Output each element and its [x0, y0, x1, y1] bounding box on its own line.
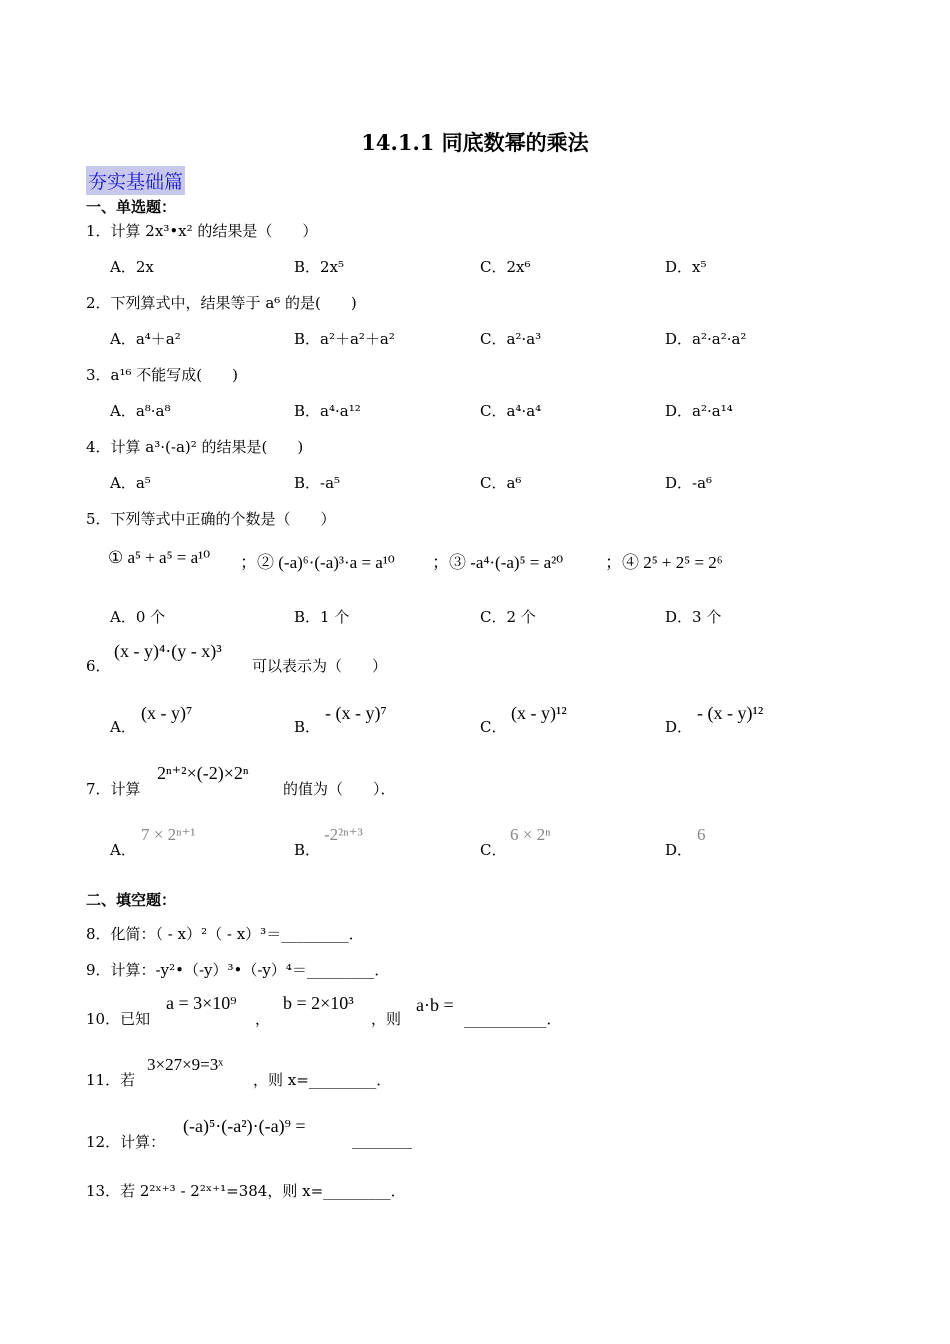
q11-expression: 3×27×9=3ˣ [147, 1055, 224, 1074]
q5-option-c: C．2 个 [480, 608, 536, 626]
q1-option-d: D．x⁵ [665, 258, 707, 276]
q1-option-a: A．2x [110, 258, 154, 276]
q1-option-b: B．2x⁵ [294, 258, 345, 276]
q2-option-b: B．a²＋a²＋a² [294, 330, 395, 348]
q3-stem: 3．a¹⁶ 不能写成( ) [86, 366, 238, 384]
section-label: 夯实基础篇 [86, 166, 185, 195]
q6-number: 6． [86, 657, 111, 675]
q7-option-a-expr: 7 × 2ⁿ⁺¹ [141, 825, 196, 844]
q1-stem: 1．计算 2x³•x² 的结果是（ ） [86, 222, 318, 240]
q4-option-d: D．-a⁶ [665, 474, 713, 492]
q6-option-d: D． [665, 718, 693, 736]
q10-sep1: ， [255, 1010, 271, 1028]
q7-option-b: B． [294, 841, 321, 859]
q6-option-b: B． [294, 718, 321, 736]
q6-expression: (x - y)⁴·(y - x)³ [114, 641, 222, 661]
q3-option-b: B．a⁴·a¹² [294, 402, 361, 420]
q4-option-c: C．a⁶ [480, 474, 522, 492]
q6-option-c-expr: (x - y)¹² [511, 703, 567, 723]
q7-option-b-expr: -2²ⁿ⁺³ [324, 825, 363, 844]
q5-item-2: ；② (-a)⁶·(-a)³·a = a¹⁰ [240, 553, 395, 572]
q6-stem: 可以表示为（ ） [252, 657, 388, 675]
q13-text: 13．若 2²ˣ⁺³ - 2²ˣ⁺¹=384，则 x=_________． [86, 1182, 406, 1200]
q3-option-c: C．a⁴·a⁴ [480, 402, 542, 420]
q7-option-a: A． [110, 841, 136, 859]
q10-expr-ab: a·b = [416, 995, 454, 1015]
q7-option-c: C． [480, 841, 507, 859]
q7-option-c-expr: 6 × 2ⁿ [510, 825, 551, 844]
q8-text: 8．化简：（ - x）²（ - x）³＝_________． [86, 925, 364, 943]
q11-number: 11．若 [86, 1071, 136, 1089]
q9-text: 9．计算：-y²•（-y）³•（-y）⁴＝_________． [86, 961, 390, 979]
q5-stem: 5．下列等式中正确的个数是（ ） [86, 510, 336, 528]
q6-option-b-expr: - (x - y)⁷ [325, 703, 387, 723]
q6-option-d-expr: - (x - y)¹² [697, 703, 764, 723]
part1-heading: 一、单选题： [86, 198, 177, 216]
q7-option-d: D． [665, 841, 693, 859]
q10-sep2: ，则 [371, 1010, 402, 1028]
q5-option-b: B．1 个 [294, 608, 350, 626]
q10-expr-b: b = 2×10³ [283, 993, 354, 1013]
q1-option-c: C．2x⁶ [480, 258, 531, 276]
q6-option-a-expr: (x - y)⁷ [141, 703, 193, 723]
q4-option-b: B．-a⁵ [294, 474, 341, 492]
q6-option-c: C． [480, 718, 507, 736]
q7-stem: 的值为（ ）． [283, 780, 396, 798]
q10-blank: ___________． [464, 1010, 562, 1028]
q7-option-d-expr: 6 [697, 825, 706, 844]
q4-stem: 4．计算 a³·(-a)² 的结果是( ) [86, 438, 304, 456]
q2-stem: 2．下列算式中，结果等于 a⁶ 的是( ) [86, 294, 357, 312]
q5-option-a: A．0 个 [110, 608, 166, 626]
q12-number: 12．计算： [86, 1133, 166, 1151]
q12-expression: (-a)⁵·(-a²)·(-a)⁹ = [183, 1116, 306, 1136]
q2-option-a: A．a⁴＋a² [110, 330, 181, 348]
q7-expression: 2ⁿ⁺²×(-2)×2ⁿ [157, 763, 249, 783]
q5-item-1: ① a⁵ + a⁵ = a¹⁰ [108, 548, 211, 567]
page-title: 14.1.1 同底数幂的乘法 [361, 130, 589, 155]
q4-option-a: A．a⁵ [110, 474, 151, 492]
q6-option-a: A． [110, 718, 136, 736]
q3-option-a: A．a⁸·a⁸ [110, 402, 171, 420]
q11-tail: ，则 x=_________． [253, 1071, 392, 1089]
q5-item-4: ；④ 2⁵ + 2⁵ = 2⁶ [605, 553, 723, 572]
q12-blank: ________ [352, 1131, 412, 1149]
q2-option-d: D．a²·a²·a² [665, 330, 747, 348]
q5-option-d: D．3 个 [665, 608, 722, 626]
q10-number: 10．已知 [86, 1010, 151, 1028]
q2-option-c: C．a²·a³ [480, 330, 542, 348]
q5-item-3: ；③ -a⁴·(-a)⁵ = a²⁰ [432, 553, 564, 572]
q3-option-d: D．a²·a¹⁴ [665, 402, 733, 420]
part2-heading: 二、填空题： [86, 891, 177, 909]
q7-number: 7．计算 [86, 780, 141, 798]
q10-expr-a: a = 3×10⁹ [166, 993, 237, 1013]
